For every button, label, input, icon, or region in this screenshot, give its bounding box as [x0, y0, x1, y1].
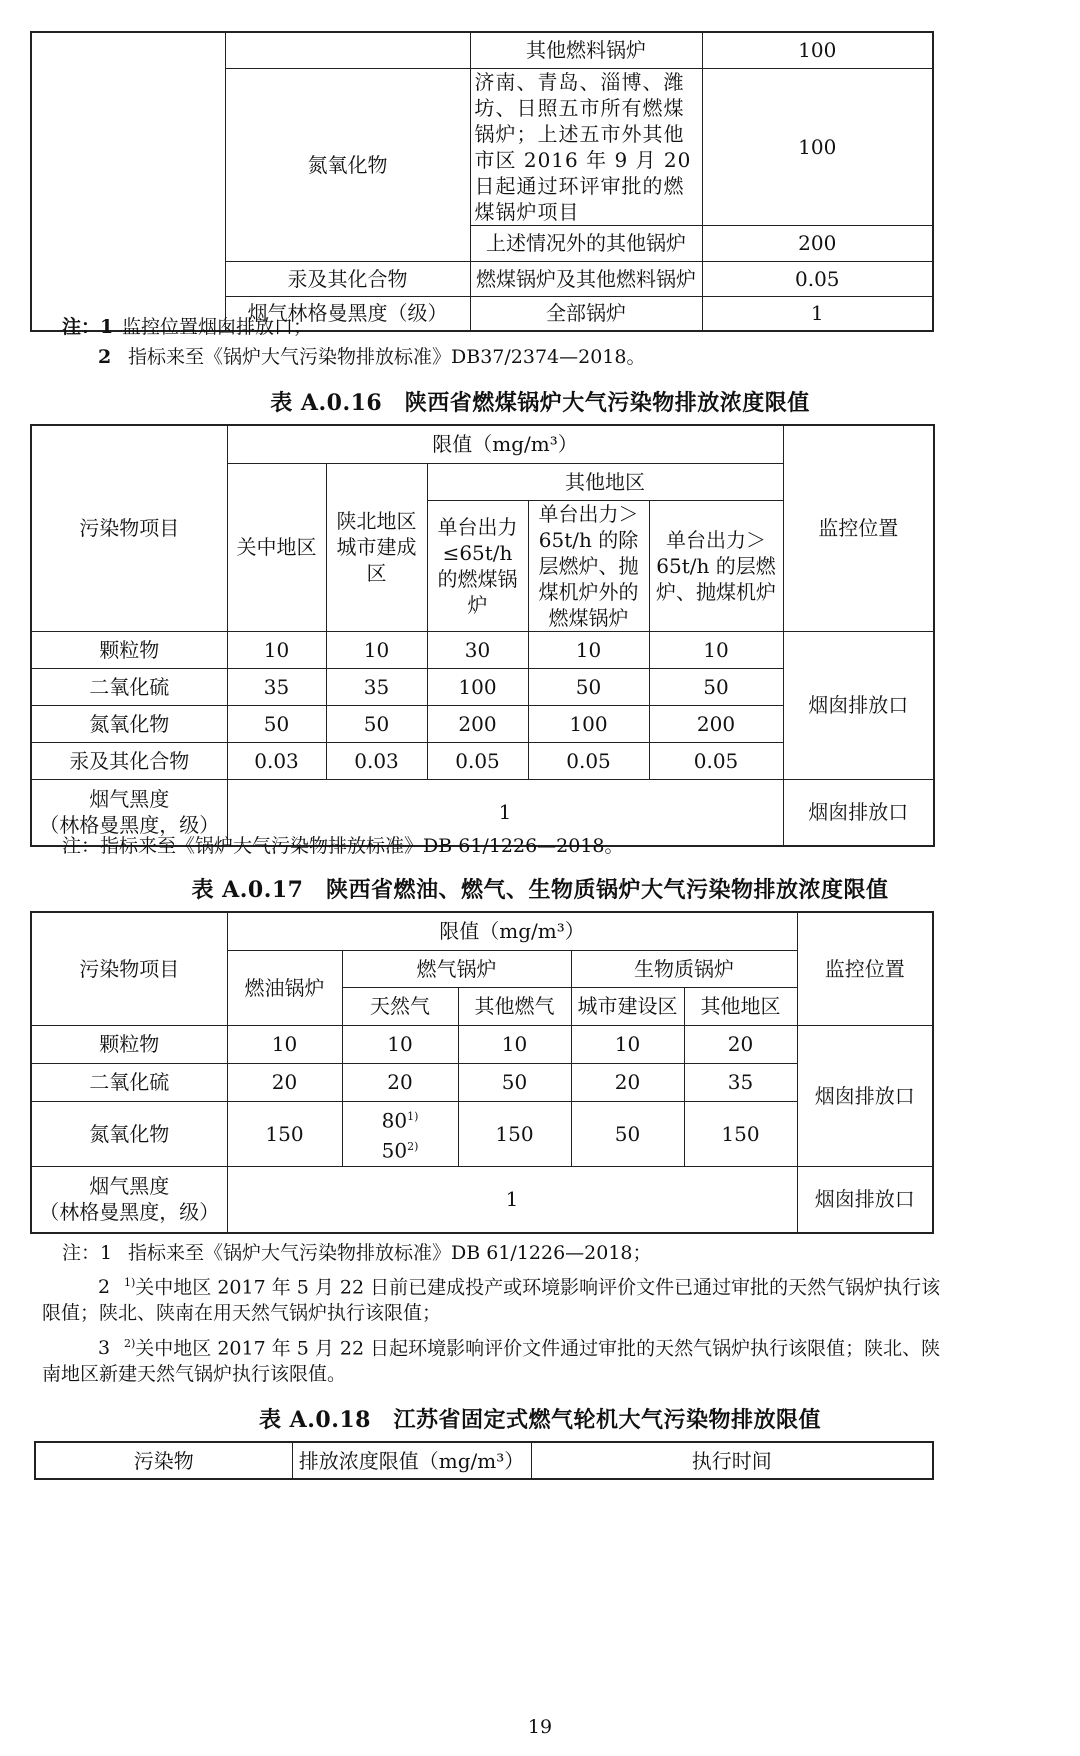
monitor-cell: 烟囱排放口	[797, 1166, 933, 1233]
note	[62, 310, 312, 344]
header-monitor: 监控位置	[797, 912, 933, 1025]
value-cell: 100	[427, 668, 528, 705]
note-number: 注：1	[62, 316, 114, 338]
col-header: 单台出力＞65t/h 的层燃炉、抛煤机炉	[649, 500, 783, 631]
value-cell: 10	[649, 631, 783, 668]
blank-cell	[31, 32, 225, 331]
col-header: 城市建设区	[571, 987, 684, 1025]
note-text: 指标来至《锅炉大气污染物排放标准》DB37/2374—2018。	[128, 346, 646, 368]
col-header: 其他地区	[684, 987, 797, 1025]
monitor-cell: 烟囱排放口	[783, 779, 934, 846]
pollutant-cell	[31, 1166, 227, 1233]
pollutant-cell: 颗粒物	[31, 631, 227, 668]
table-a015-continued	[30, 31, 934, 332]
fuel-cell: 燃煤锅炉及其他燃料锅炉	[470, 261, 702, 296]
value-cell: 100	[528, 705, 649, 742]
smoke-label-line2: （林格曼黑度，级）	[39, 813, 220, 838]
pollutant-cell: 烟气林格曼黑度（级）	[225, 296, 470, 331]
value-cell: 50	[649, 668, 783, 705]
value-cell: 0.03	[227, 742, 326, 779]
value-cell: 1	[227, 779, 783, 846]
col-header: 单台出力＞65t/h 的除层燃炉、抛煤机炉外的燃煤锅炉	[528, 500, 649, 631]
note-number: 3	[98, 1337, 111, 1360]
note	[62, 1236, 652, 1270]
blank-cell	[225, 32, 470, 68]
value-cell: 150	[227, 1101, 342, 1166]
value-cell: 35	[326, 668, 427, 705]
header-item: 污染物项目	[31, 912, 227, 1025]
smoke-label-line1: 烟气黑度	[89, 1174, 170, 1199]
value-cell: 1	[227, 1166, 797, 1233]
value-cell: 150	[684, 1101, 797, 1166]
note-number: 注：1	[62, 1242, 113, 1264]
value-cell: 35	[227, 668, 326, 705]
value-cell: 10	[342, 1025, 458, 1063]
value-cell: 0.05	[528, 742, 649, 779]
value-cell: 20	[342, 1063, 458, 1101]
note-text: 监控位置烟囱排放口；	[122, 316, 313, 338]
pollutant-cell: 汞及其化合物	[225, 261, 470, 296]
fuel-cell: 全部锅炉	[470, 296, 702, 331]
col-header: 排放浓度限值（mg/m³）	[292, 1442, 531, 1479]
footnote-mark: 1)	[407, 1109, 419, 1123]
footnote-mark: 2)	[407, 1139, 419, 1153]
table-a017	[30, 911, 934, 1234]
value-cell: 30	[427, 631, 528, 668]
value-cell: 0.05	[702, 261, 933, 296]
fuel-cell: 其他燃料锅炉	[470, 32, 702, 68]
table-title: 表 A.0.16 陕西省燃煤锅炉大气污染物排放浓度限值	[270, 390, 810, 416]
header-limit: 限值（mg/m³）	[227, 912, 797, 950]
table-a016	[30, 424, 935, 847]
col-header: 执行时间	[531, 1442, 933, 1479]
pollutant-cell: 氮氧化物	[31, 705, 227, 742]
value-cell: 150	[458, 1101, 571, 1166]
note-number: 2	[98, 346, 112, 368]
note-continued: 南地区新建天然气锅炉执行该限值。	[42, 1363, 347, 1385]
value-cell: 10	[227, 631, 326, 668]
footnote-mark: 2)	[124, 1337, 136, 1350]
value-cell: 10	[528, 631, 649, 668]
value-cell: 20	[684, 1025, 797, 1063]
value-cell: 20	[571, 1063, 684, 1101]
smoke-label-line2: （林格曼黑度，级）	[39, 1200, 220, 1225]
value-cell: 0.03	[326, 742, 427, 779]
value-cell: 200	[427, 705, 528, 742]
col-header: 污染物	[35, 1442, 292, 1479]
col-header: 关中地区	[227, 463, 326, 631]
value-cell: 10	[458, 1025, 571, 1063]
pollutant-cell: 颗粒物	[31, 1025, 227, 1063]
col-header: 燃气锅炉	[342, 950, 571, 987]
fuel-cell: 上述情况外的其他锅炉	[470, 225, 702, 261]
header-monitor: 监控位置	[783, 425, 934, 631]
value-cell: 20	[227, 1063, 342, 1101]
pollutant-cell: 汞及其化合物	[31, 742, 227, 779]
header-limit: 限值（mg/m³）	[227, 425, 783, 463]
monitor-cell: 烟囱排放口	[797, 1025, 933, 1166]
value-cell: 50	[458, 1063, 571, 1101]
table-a018	[34, 1441, 934, 1480]
note: 注：指标来至《锅炉大气污染物排放标准》DB 61/1226—2018。	[62, 835, 624, 857]
value-cell: 35	[684, 1063, 797, 1101]
footnote-mark: 1)	[124, 1276, 136, 1289]
pollutant-cell: 氮氧化物	[225, 68, 470, 261]
value-cell: 10	[326, 631, 427, 668]
col-header: 单台出力≤65t/h 的燃煤锅炉	[427, 500, 528, 631]
value-text: 80	[381, 1108, 408, 1133]
col-header: 陕北地区城市建成区	[326, 463, 427, 631]
value-cell: 50	[326, 705, 427, 742]
note-text: 关中地区 2017 年 5 月 22 日起环境影响评价文件通过审批的天然气锅炉执行该限值；陕北、陕	[135, 1337, 941, 1360]
value-cell: 0.05	[427, 742, 528, 779]
value-cell: 200	[649, 705, 783, 742]
value-cell: 10	[227, 1025, 342, 1063]
col-header: 天然气	[342, 987, 458, 1025]
value-cell: 50	[528, 668, 649, 705]
value-cell: 50	[227, 705, 326, 742]
value-cell: 100	[702, 32, 933, 68]
value-cell: 10	[571, 1025, 684, 1063]
page-number: 19	[527, 1716, 553, 1738]
value-text: 50	[381, 1138, 408, 1163]
note-continued: 限值；陕北、陕南在用天然气锅炉执行该限值；	[42, 1302, 442, 1324]
value-cell: 0.05	[649, 742, 783, 779]
note-text: 关中地区 2017 年 5 月 22 日前已建成投产或环境影响评价文件已通过审批的天然气锅炉执行该	[135, 1276, 941, 1299]
fuel-cell: 济南、青岛、淄博、潍坊、日照五市所有燃煤锅炉；上述五市外其他市区 2016 年 9 月 20 日起通过环评审批的燃煤锅炉项目	[470, 68, 702, 225]
note	[98, 340, 645, 374]
table-title: 表 A.0.18 江苏省固定式燃气轮机大气污染物排放限值	[259, 1407, 821, 1433]
note-number: 2	[98, 1276, 111, 1299]
pollutant-cell: 二氧化硫	[31, 1063, 227, 1101]
pollutant-cell: 氮氧化物	[31, 1101, 227, 1166]
monitor-cell: 烟囱排放口	[783, 631, 934, 779]
value-cell	[342, 1101, 458, 1166]
smoke-label-line1: 烟气黑度	[89, 787, 170, 812]
table-title: 表 A.0.17 陕西省燃油、燃气、生物质锅炉大气污染物排放浓度限值	[191, 877, 889, 903]
header-other-area: 其他地区	[427, 463, 783, 500]
header-item: 污染物项目	[31, 425, 227, 631]
value-cell: 1	[702, 296, 933, 331]
col-header: 生物质锅炉	[571, 950, 797, 987]
note-text: 指标来至《锅炉大气污染物排放标准》DB 61/1226—2018；	[128, 1242, 652, 1264]
value-cell: 50	[571, 1101, 684, 1166]
pollutant-cell: 二氧化硫	[31, 668, 227, 705]
col-header: 其他燃气	[458, 987, 571, 1025]
value-cell: 200	[702, 225, 933, 261]
col-header: 燃油锅炉	[227, 950, 342, 1025]
value-cell: 100	[702, 68, 933, 225]
